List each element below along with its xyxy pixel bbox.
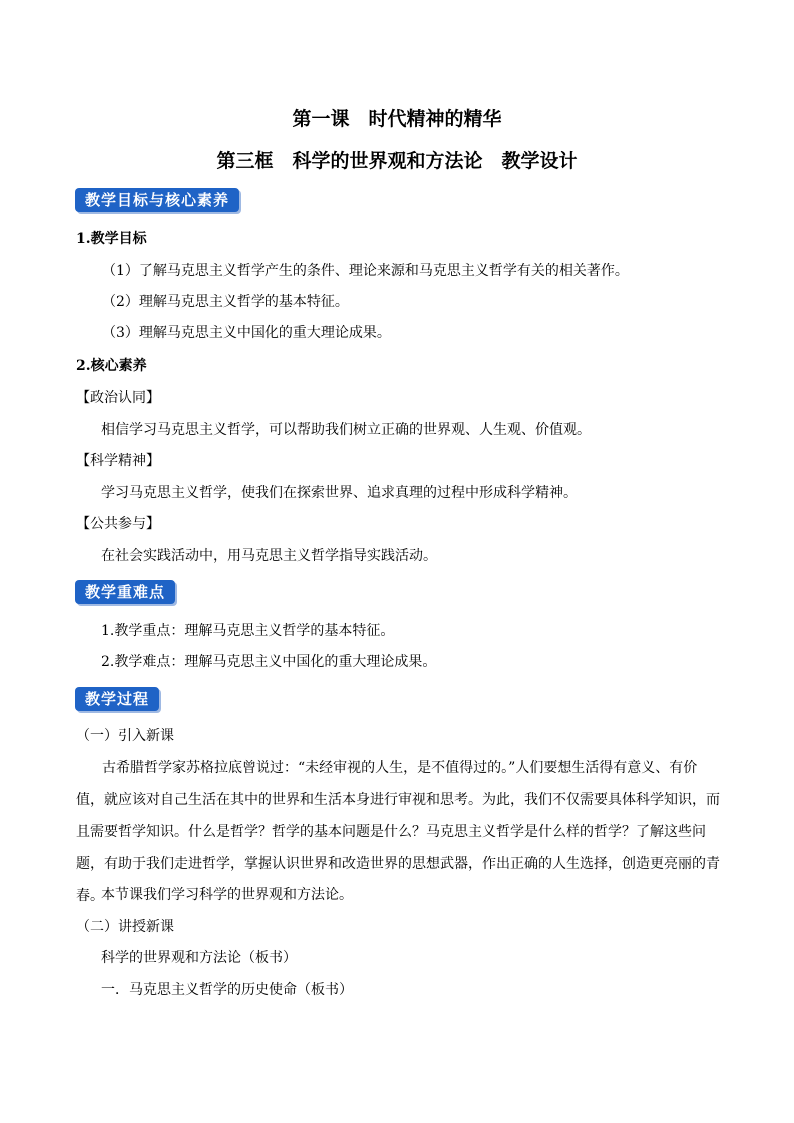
public-text: 在社会实践活动中，用马克思主义哲学指导实践活动。 bbox=[101, 548, 437, 564]
keypoint-difficult: 2.教学难点：理解马克思主义中国化的重大理论成果。 bbox=[101, 654, 437, 670]
process-step-1: （一）引入新课 bbox=[76, 728, 174, 744]
board-note: 一．马克思主义哲学的历史使命（板书） bbox=[101, 982, 353, 998]
literacy-heading: 2.核心素养 bbox=[76, 358, 147, 374]
public-label: 【公共参与】 bbox=[76, 516, 160, 532]
science-text: 学习马克思主义哲学，使我们在探索世界、追求真理的过程中形成科学精神。 bbox=[101, 485, 577, 501]
section-badge-keypoints: 教学重难点 bbox=[75, 580, 175, 604]
board-note: 科学的世界观和方法论（板书） bbox=[101, 950, 297, 966]
political-label: 【政治认同】 bbox=[76, 390, 160, 406]
goals-heading: 1.教学目标 bbox=[76, 231, 147, 247]
section-badge-process: 教学过程 bbox=[75, 687, 159, 711]
intro-paragraph: 古希腊哲学家苏格拉底曾说过：“未经审视的人生，是不值得过的。”人们要想生活得有意义、有价值，就应该对自己生活在其中的世界和生活本身进行审视和思考。为此，我们不仅需要具体科学知识，而且需要哲学知识。什么是哲学？哲学的基本问题是什么？马克思主义哲学是什么样的哲学？了解这些问题，有助于我们走进哲学，掌握认识世界和改造世界的思想武器，作出正确的人生选择，创造更亮丽的青春。 bbox=[76, 760, 720, 904]
section-badge-goals: 教学目标与核心素养 bbox=[75, 188, 239, 212]
political-text: 相信学习马克思主义哲学，可以帮助我们树立正确的世界观、人生观、价值观。 bbox=[101, 422, 591, 438]
goal-item: （1）了解马克思主义哲学产生的条件、理论来源和马克思主义哲学有关的相关著作。 bbox=[102, 263, 629, 279]
science-label: 【科学精神】 bbox=[76, 453, 160, 469]
intro-tail: 本节课我们学习科学的世界观和方法论。 bbox=[101, 887, 353, 903]
page-title: 第一课 时代精神的精华 bbox=[292, 108, 502, 130]
process-step-2: （二）讲授新课 bbox=[76, 919, 174, 935]
goal-item: （2）理解马克思主义哲学的基本特征。 bbox=[102, 294, 349, 310]
page-subtitle: 第三框 科学的世界观和方法论 教学设计 bbox=[216, 150, 578, 172]
goal-item: （3）理解马克思主义中国化的重大理论成果。 bbox=[102, 325, 391, 341]
keypoint-key: 1.教学重点：理解马克思主义哲学的基本特征。 bbox=[101, 623, 395, 639]
